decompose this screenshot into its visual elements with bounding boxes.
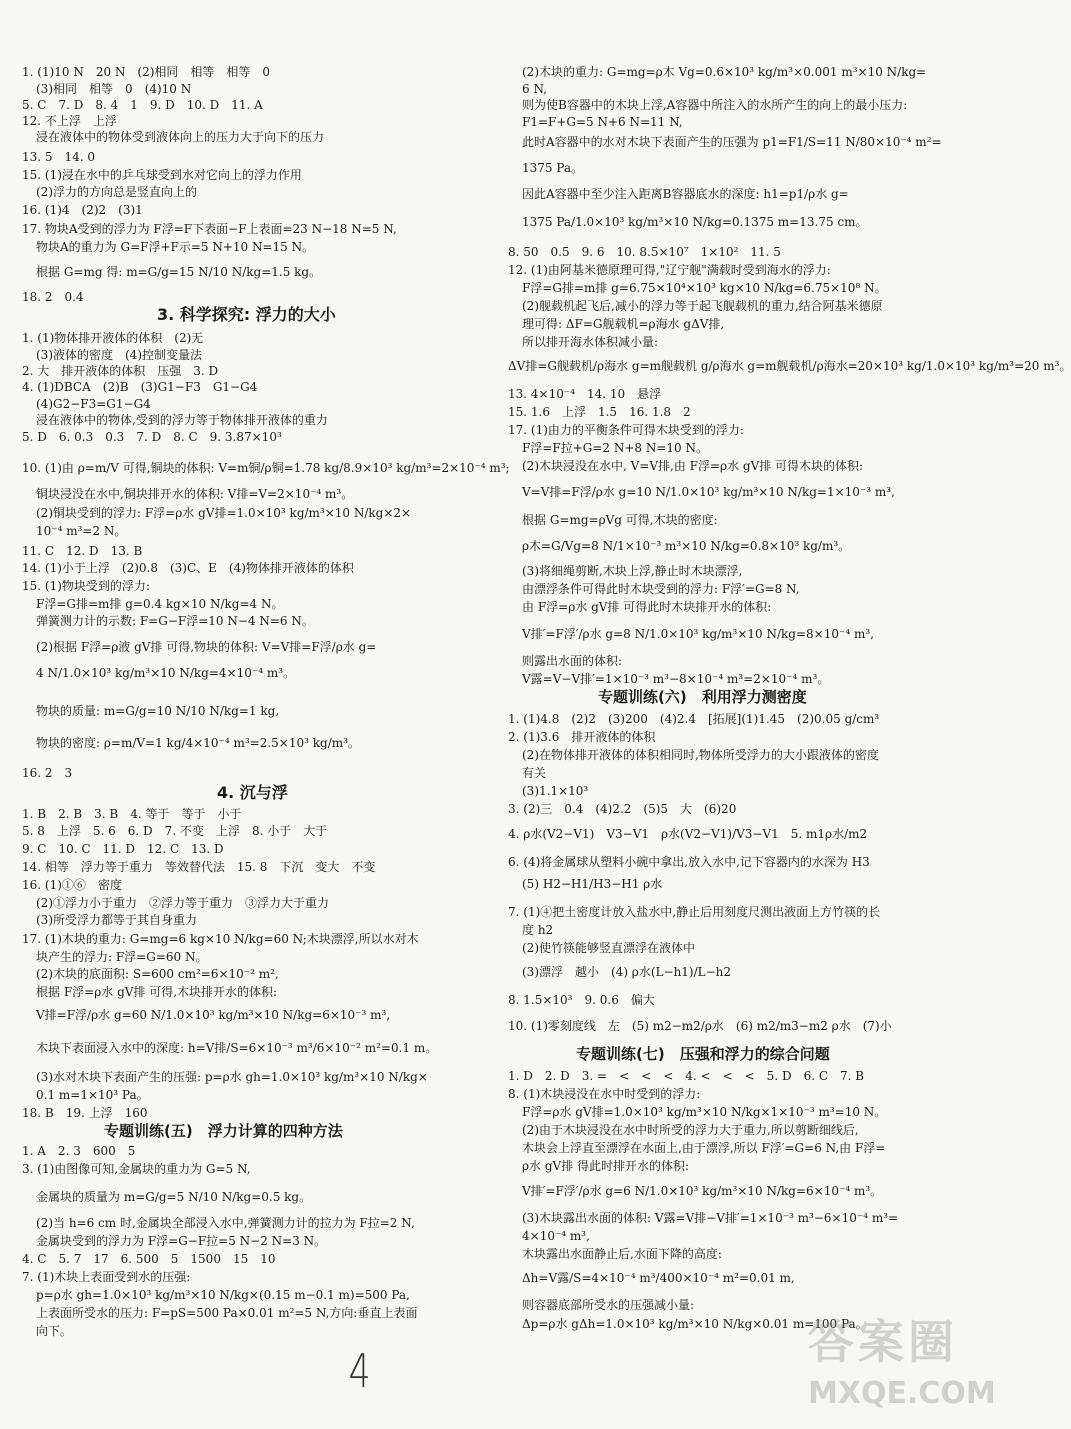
answer-line: 13. 4×10⁻⁴ 14. 10 悬浮 bbox=[508, 387, 662, 401]
watermark-text: 答案圈 bbox=[808, 1315, 958, 1369]
answer-line: (2)由于木块浸没在水中时所受的浮力大于重力,所以剪断细线后, bbox=[522, 1123, 859, 1137]
answer-line: V排′=F浮′/ρ水 g=8 N/1.0×10³ kg/m³×10 N/kg=8×10⁻⁴ m³, bbox=[522, 627, 874, 641]
answer-line: F浮=G排=m排 g=6.75×10⁴×10³ kg×10 N/kg=6.75×10⁸ N。 bbox=[522, 281, 887, 295]
answer-line: 12. 不上浮 上浮 bbox=[22, 114, 117, 128]
answer-line: 10⁻⁴ m³=2 N。 bbox=[36, 524, 127, 538]
answer-line: 13. 5 14. 0 bbox=[22, 150, 96, 164]
answer-line: (3)水对木块下表面产生的压强: p=ρ水 gh=1.0×10³ kg/m³×10 N/kg× bbox=[36, 1070, 428, 1084]
answer-line: 1. (1)10 N 20 N (2)相同 相等 相等 0 bbox=[22, 65, 271, 79]
answer-line: 块产生的浮力: F浮=G=60 N。 bbox=[36, 950, 208, 964]
watermark-logo bbox=[808, 1315, 996, 1419]
answer-line: ΔV排=G舰载机/ρ海水 g=m舰载机 g/ρ海水 g=m舰载机/ρ海水=20×10³ kg/1.0×10³ kg/m³=20 m³。 bbox=[508, 359, 1071, 373]
answer-line: (2)在物体排开液体的体积相同时,物体所受浮力的大小跟液体的密度 bbox=[522, 748, 879, 762]
answer-line: (2)木块的重力: G=mg=ρ木 Vg=0.6×10³ kg/m³×0.001 m³×10 N/kg= bbox=[522, 65, 927, 79]
answer-line: 4. ρ水(V2−V1) V3−V1 ρ水(V2−V1)/V3−V1 5. m1ρ水/m2 bbox=[508, 827, 868, 841]
answer-line: (3)木块露出水面的体积: V露=V排−V排′=1×10⁻³ m³−6×10⁻⁴ m³= bbox=[522, 1211, 899, 1225]
answer-line: F1=F+G=5 N+6 N=11 N, bbox=[522, 115, 683, 129]
answer-line: 则容器底部所受水的压强减小量: bbox=[522, 1298, 695, 1312]
answer-line: 铜块浸没在水中,铜块排开水的体积: V排=V=2×10⁻⁴ m³。 bbox=[36, 487, 354, 501]
answer-line: 7. (1)④把土密度计放入盐水中,静止后用刻度尺测出液面上方竹筷的长 bbox=[508, 905, 881, 919]
answer-line: 所以排开海水体积减小量: bbox=[522, 335, 659, 349]
answer-line: (2)根据 F浮=ρ液 gV排 可得,物块的体积: V=V排=F浮/ρ水 g= bbox=[36, 640, 377, 654]
answer-line: 1375 Pa/1.0×10³ kg/m³×10 N/kg=0.1375 m=13.75 cm。 bbox=[522, 215, 868, 229]
answer-line: 15. (1)浸在水中的乒乓球受到水对它向上的浮力作用 bbox=[22, 168, 302, 182]
answer-line: (3)所受浮力都等于其自身重力 bbox=[36, 913, 197, 927]
answer-line: p=ρ水 gh=1.0×10³ kg/m³×10 N/kg×(0.15 m−0.1 m)=500 Pa, bbox=[36, 1288, 410, 1302]
answer-line: 16. (1)①⑥ 密度 bbox=[22, 878, 122, 892]
answer-line: ρ木=G/Vg=8 N/1×10⁻³ m³×10 N/kg=0.8×10³ kg/m³。 bbox=[522, 539, 851, 553]
answer-line: 2. 大 排开液体的体积 压强 3. D bbox=[22, 364, 219, 378]
answer-line: 5. 8 上浮 5. 6 6. D 7. 不变 上浮 8. 小于 大于 bbox=[22, 824, 328, 838]
watermark-url: MXQE.COM bbox=[808, 1376, 996, 1411]
answer-line: 4. (1)DBCA (2)B (3)G1−F3 G1−G4 bbox=[22, 380, 258, 394]
answer-line: 18. 2 0.4 bbox=[22, 290, 84, 304]
answer-line: 由 F浮=ρ水 gV排 可得此时木块排开水的体积: bbox=[522, 600, 772, 614]
answer-line: 向下。 bbox=[36, 1324, 73, 1338]
answer-line: 1. (1)物体排开液体的体积 (2)无 bbox=[22, 331, 204, 345]
answer-line: 4 N/1.0×10³ kg/m³×10 N/kg=4×10⁻⁴ m³。 bbox=[36, 666, 296, 680]
answer-line: 15. 1.6 上浮 1.5 16. 1.8 2 bbox=[508, 405, 691, 419]
section-heading: 4. 沉与浮 bbox=[217, 783, 288, 802]
answer-line: (2)①浮力小于重力 ②浮力等于重力 ③浮力大于重力 bbox=[36, 896, 330, 910]
answer-line: 10. (1)零刻度线 左 (5) m2−m2/ρ水 (6) m2/m3−m2 ρ水 (7)小 bbox=[508, 1019, 892, 1033]
answer-line: 物块A的重力为 G=F浮+F示=5 N+10 N=15 N。 bbox=[36, 240, 315, 254]
answer-line: (2)木块的底面积: S=600 cm²=6×10⁻² m², bbox=[36, 967, 279, 981]
answer-line: 11. C 12. D 13. B bbox=[22, 544, 143, 558]
answer-line: 则为使B容器中的木块上浮,A容器中所注入的水所产生的向上的最小压力: bbox=[522, 98, 908, 112]
answer-line: 4×10⁻⁴ m³, bbox=[522, 1229, 590, 1243]
answer-line: 2. (1)3.6 排开液体的体积 bbox=[508, 730, 656, 744]
answer-line: 1375 Pa。 bbox=[522, 161, 584, 175]
answer-line: 3. (2)三 0.4 (4)2.2 (5)5 大 (6)20 bbox=[508, 802, 737, 816]
answer-line: (3)相同 相等 0 (4)10 N bbox=[36, 82, 192, 96]
answer-line: 1. D 2. D 3. = < < < 4. < < < 5. D 6. C 7. B bbox=[508, 1069, 865, 1083]
answer-line: (2)浮力的方向总是竖直向上的 bbox=[36, 185, 197, 199]
answer-line: V排=F浮/ρ水 g=60 N/1.0×10³ kg/m³×10 N/kg=6×10⁻³ m³, bbox=[36, 1008, 391, 1022]
answer-line: Δh=V露/S=4×10⁻⁴ m³/400×10⁻⁴ m²=0.01 m, bbox=[522, 1271, 795, 1285]
answer-line: 理可得: ΔF=G舰载机=ρ海水 gΔV排, bbox=[522, 317, 725, 331]
answer-line: F浮=ρ水 gV排=1.0×10³ kg/m³×10 N/kg×1×10⁻³ m³=10 N。 bbox=[522, 1105, 887, 1119]
answer-line: 则露出水面的体积: bbox=[522, 654, 623, 668]
answer-line: 有关 bbox=[522, 766, 547, 780]
answer-line: 4. C 5. 7 17 6. 500 5 1500 15 10 bbox=[22, 1252, 276, 1266]
answer-line: 此时A容器中的水对木块下表面产生的压强为 p1=F1/S=11 N/80×10⁻⁴ m²= bbox=[522, 135, 942, 149]
answer-line: 浸在液体中的物体,受到的浮力等于物体排开液体的重力 bbox=[36, 413, 328, 427]
answer-line: 弹簧测力计的示数: F=G−F浮=10 N−4 N=6 N。 bbox=[36, 614, 314, 628]
answer-line: 8. 1.5×10³ 9. 0.6 偏大 bbox=[508, 993, 655, 1007]
answer-line: 物块的密度: ρ=m/V=1 kg/4×10⁻⁴ m³=2.5×10³ kg/m³。 bbox=[36, 736, 360, 750]
answer-line: 5. C 7. D 8. 4 1 9. D 10. D 11. A bbox=[22, 98, 263, 112]
answer-line: 16. 2 3 bbox=[22, 766, 73, 780]
answer-line: 15. (1)物块受到的浮力: bbox=[22, 579, 150, 593]
section-heading: 专题训练(六) 利用浮力测密度 bbox=[598, 688, 807, 706]
answer-line: 7. (1)木块上表面受到水的压强: bbox=[22, 1270, 191, 1284]
answer-line: V露=V−V排′=1×10⁻³ m³−8×10⁻⁴ m³=2×10⁻⁴ m³。 bbox=[522, 672, 830, 686]
answer-line: 根据 G=mg 得: m=G/g=15 N/10 N/kg=1.5 kg。 bbox=[36, 265, 322, 279]
answer-line: (4)G2−F3=G1−G4 bbox=[36, 397, 151, 411]
answer-line: 木块下表面浸入水中的深度: h=V排/S=6×10⁻³ m³/6×10⁻² m²=0.1 m。 bbox=[36, 1041, 438, 1055]
answer-line: 6. (4)将金属球从塑料小碗中拿出,放入水中,记下容器内的水深为 H3 bbox=[508, 855, 870, 869]
answer-line: 17. 物块A受到的浮力为 F浮=F下表面−F上表面=23 N−18 N=5 N, bbox=[22, 222, 397, 236]
answer-line: 根据 F浮=ρ水 gV排 可得,木块排开水的体积: bbox=[36, 985, 278, 999]
answer-line: (3)将细绳剪断,木块上浮,静止时木块漂浮, bbox=[522, 564, 743, 578]
handwritten-page-number: 4 bbox=[348, 1344, 371, 1398]
answer-line: 14. (1)小于上浮 (2)0.8 (3)C、E (4)物体排开液体的体积 bbox=[22, 561, 354, 575]
answer-line: 9. C 10. C 11. D 12. C 13. D bbox=[22, 842, 224, 856]
answer-line: (3)漂浮 越小 (4) ρ水(L−h1)/L−h2 bbox=[522, 965, 732, 979]
answer-line: (2)当 h=6 cm 时,金属块全部浸入水中,弹簧测力计的拉力为 F拉=2 N, bbox=[36, 1216, 415, 1230]
answer-line: 5. D 6. 0.3 0.3 7. D 8. C 9. 3.87×10³ bbox=[22, 430, 282, 444]
answer-line: (2)木块浸没在水中, V=V排,由 F浮=ρ水 gV排 可得木块的体积: bbox=[522, 459, 864, 473]
section-heading: 专题训练(五) 浮力计算的四种方法 bbox=[104, 1122, 343, 1140]
answer-line: 1. (1)4.8 (2)2 (3)200 (4)2.4 [拓展](1)1.45 (2)0.05 g/cm³ bbox=[508, 712, 880, 726]
answer-line: 1. B 2. B 3. B 4. 等于 等于 小于 bbox=[22, 807, 242, 821]
answer-line: 14. 相等 浮力等于重力 等效替代法 15. 8 下沉 变大 不变 bbox=[22, 860, 376, 874]
answer-line: F浮=G排=m排 g=0.4 kg×10 N/kg=4 N。 bbox=[36, 597, 284, 611]
answer-line: 16. (1)4 (2)2 (3)1 bbox=[22, 203, 143, 217]
answer-line: 因此A容器中至少注入距离B容器底水的深度: h1=p1/ρ水 g= bbox=[522, 187, 849, 201]
answer-line: 度 h2 bbox=[522, 923, 554, 937]
answer-line: (2)铜块受到的浮力: F浮=ρ水 gV排=1.0×10³ kg/m³×10 N/kg×2× bbox=[36, 506, 412, 520]
answer-line: 由漂浮条件可得此时木块受到的浮力: F浮′=G=8 N, bbox=[522, 582, 800, 596]
answer-line: 浸在液体中的物体受到液体向上的压力大于向下的压力 bbox=[36, 130, 325, 144]
answer-line: 0.1 m=1×10³ Pa。 bbox=[36, 1088, 149, 1102]
answer-line: V=V排=F浮/ρ水 g=10 N/1.0×10³ kg/m³×10 N/kg=1×10⁻³ m³, bbox=[522, 485, 895, 499]
answer-line: 3. (1)由图像可知,金属块的重力为 G=5 N, bbox=[22, 1162, 251, 1176]
answer-line: 18. B 19. 上浮 160 bbox=[22, 1106, 148, 1120]
answer-line: 10. (1)由 ρ=m/V 可得,铜块的体积: V=m铜/ρ铜=1.78 kg/8.9×10³ kg/m³=2×10⁻⁴ m³; bbox=[22, 461, 510, 475]
answer-line: 1. A 2. 3 600 5 bbox=[22, 1144, 136, 1158]
answer-line: 木块露出水面静止后,水面下降的高度: bbox=[522, 1247, 722, 1261]
answer-line: 17. (1)木块的重力: G=mg=6 kg×10 N/kg=60 N;木块漂浮,所以水对木 bbox=[22, 932, 419, 946]
answer-line: ρ水 gV排 得此时排开水的体积: bbox=[522, 1159, 690, 1173]
answer-line: (3)液体的密度 (4)控制变量法 bbox=[36, 348, 202, 362]
answer-line: (2)使竹筷能够竖直漂浮在液体中 bbox=[522, 941, 695, 955]
answer-line: 金属块的质量为 m=G/g=5 N/10 N/kg=0.5 kg。 bbox=[36, 1190, 312, 1204]
answer-line: 根据 G=mg=ρVg 可得,木块的密度: bbox=[522, 513, 718, 527]
answer-line: 12. (1)由阿基米德原理可得,"辽宁舰"满载时受到海水的浮力: bbox=[508, 263, 831, 277]
answer-line: 8. (1)木块浸没在水中时受到的浮力: bbox=[508, 1087, 701, 1101]
answer-line: F浮=F拉+G=2 N+8 N=10 N。 bbox=[522, 441, 708, 455]
answer-line: 物块的质量: m=G/g=10 N/10 N/kg=1 kg, bbox=[36, 704, 280, 718]
section-heading: 3. 科学探究: 浮力的大小 bbox=[157, 305, 336, 324]
answer-line: 8. 50 0.5 9. 6 10. 8.5×10⁷ 1×10² 11. 5 bbox=[508, 245, 781, 259]
answer-line: 17. (1)由力的平衡条件可得木块受到的浮力: bbox=[508, 423, 744, 437]
answer-line: Δp=ρ水 gΔh=1.0×10³ kg/m³×10 N/kg×0.01 m=100 Pa。 bbox=[522, 1317, 868, 1331]
answer-line: 上表面所受水的压力: F=pS=500 Pa×0.01 m²=5 N,方向:垂直上表面 bbox=[36, 1306, 418, 1320]
answer-line: 金属块受到的浮力为 F浮=G−F拉=5 N−2 N=3 N。 bbox=[36, 1234, 327, 1248]
answer-line: (5) H2−H1/H3−H1 ρ水 bbox=[522, 877, 663, 891]
answer-line: 木块会上浮直至漂浮在水面上,由于漂浮,所以 F浮′=G=6 N,由 F浮= bbox=[522, 1141, 886, 1155]
answer-line: (3)1.1×10³ bbox=[522, 784, 589, 798]
answer-line: (2)舰载机起飞后,减小的浮力等于起飞舰载机的重力,结合阿基米德原 bbox=[522, 299, 883, 313]
answer-line: 6 N, bbox=[522, 82, 547, 96]
answer-line: V排′=F浮′/ρ水 g=6 N/1.0×10³ kg/m³×10 N/kg=6×10⁻⁴ m³。 bbox=[522, 1184, 883, 1198]
section-heading: 专题训练(七) 压强和浮力的综合问题 bbox=[576, 1045, 830, 1063]
